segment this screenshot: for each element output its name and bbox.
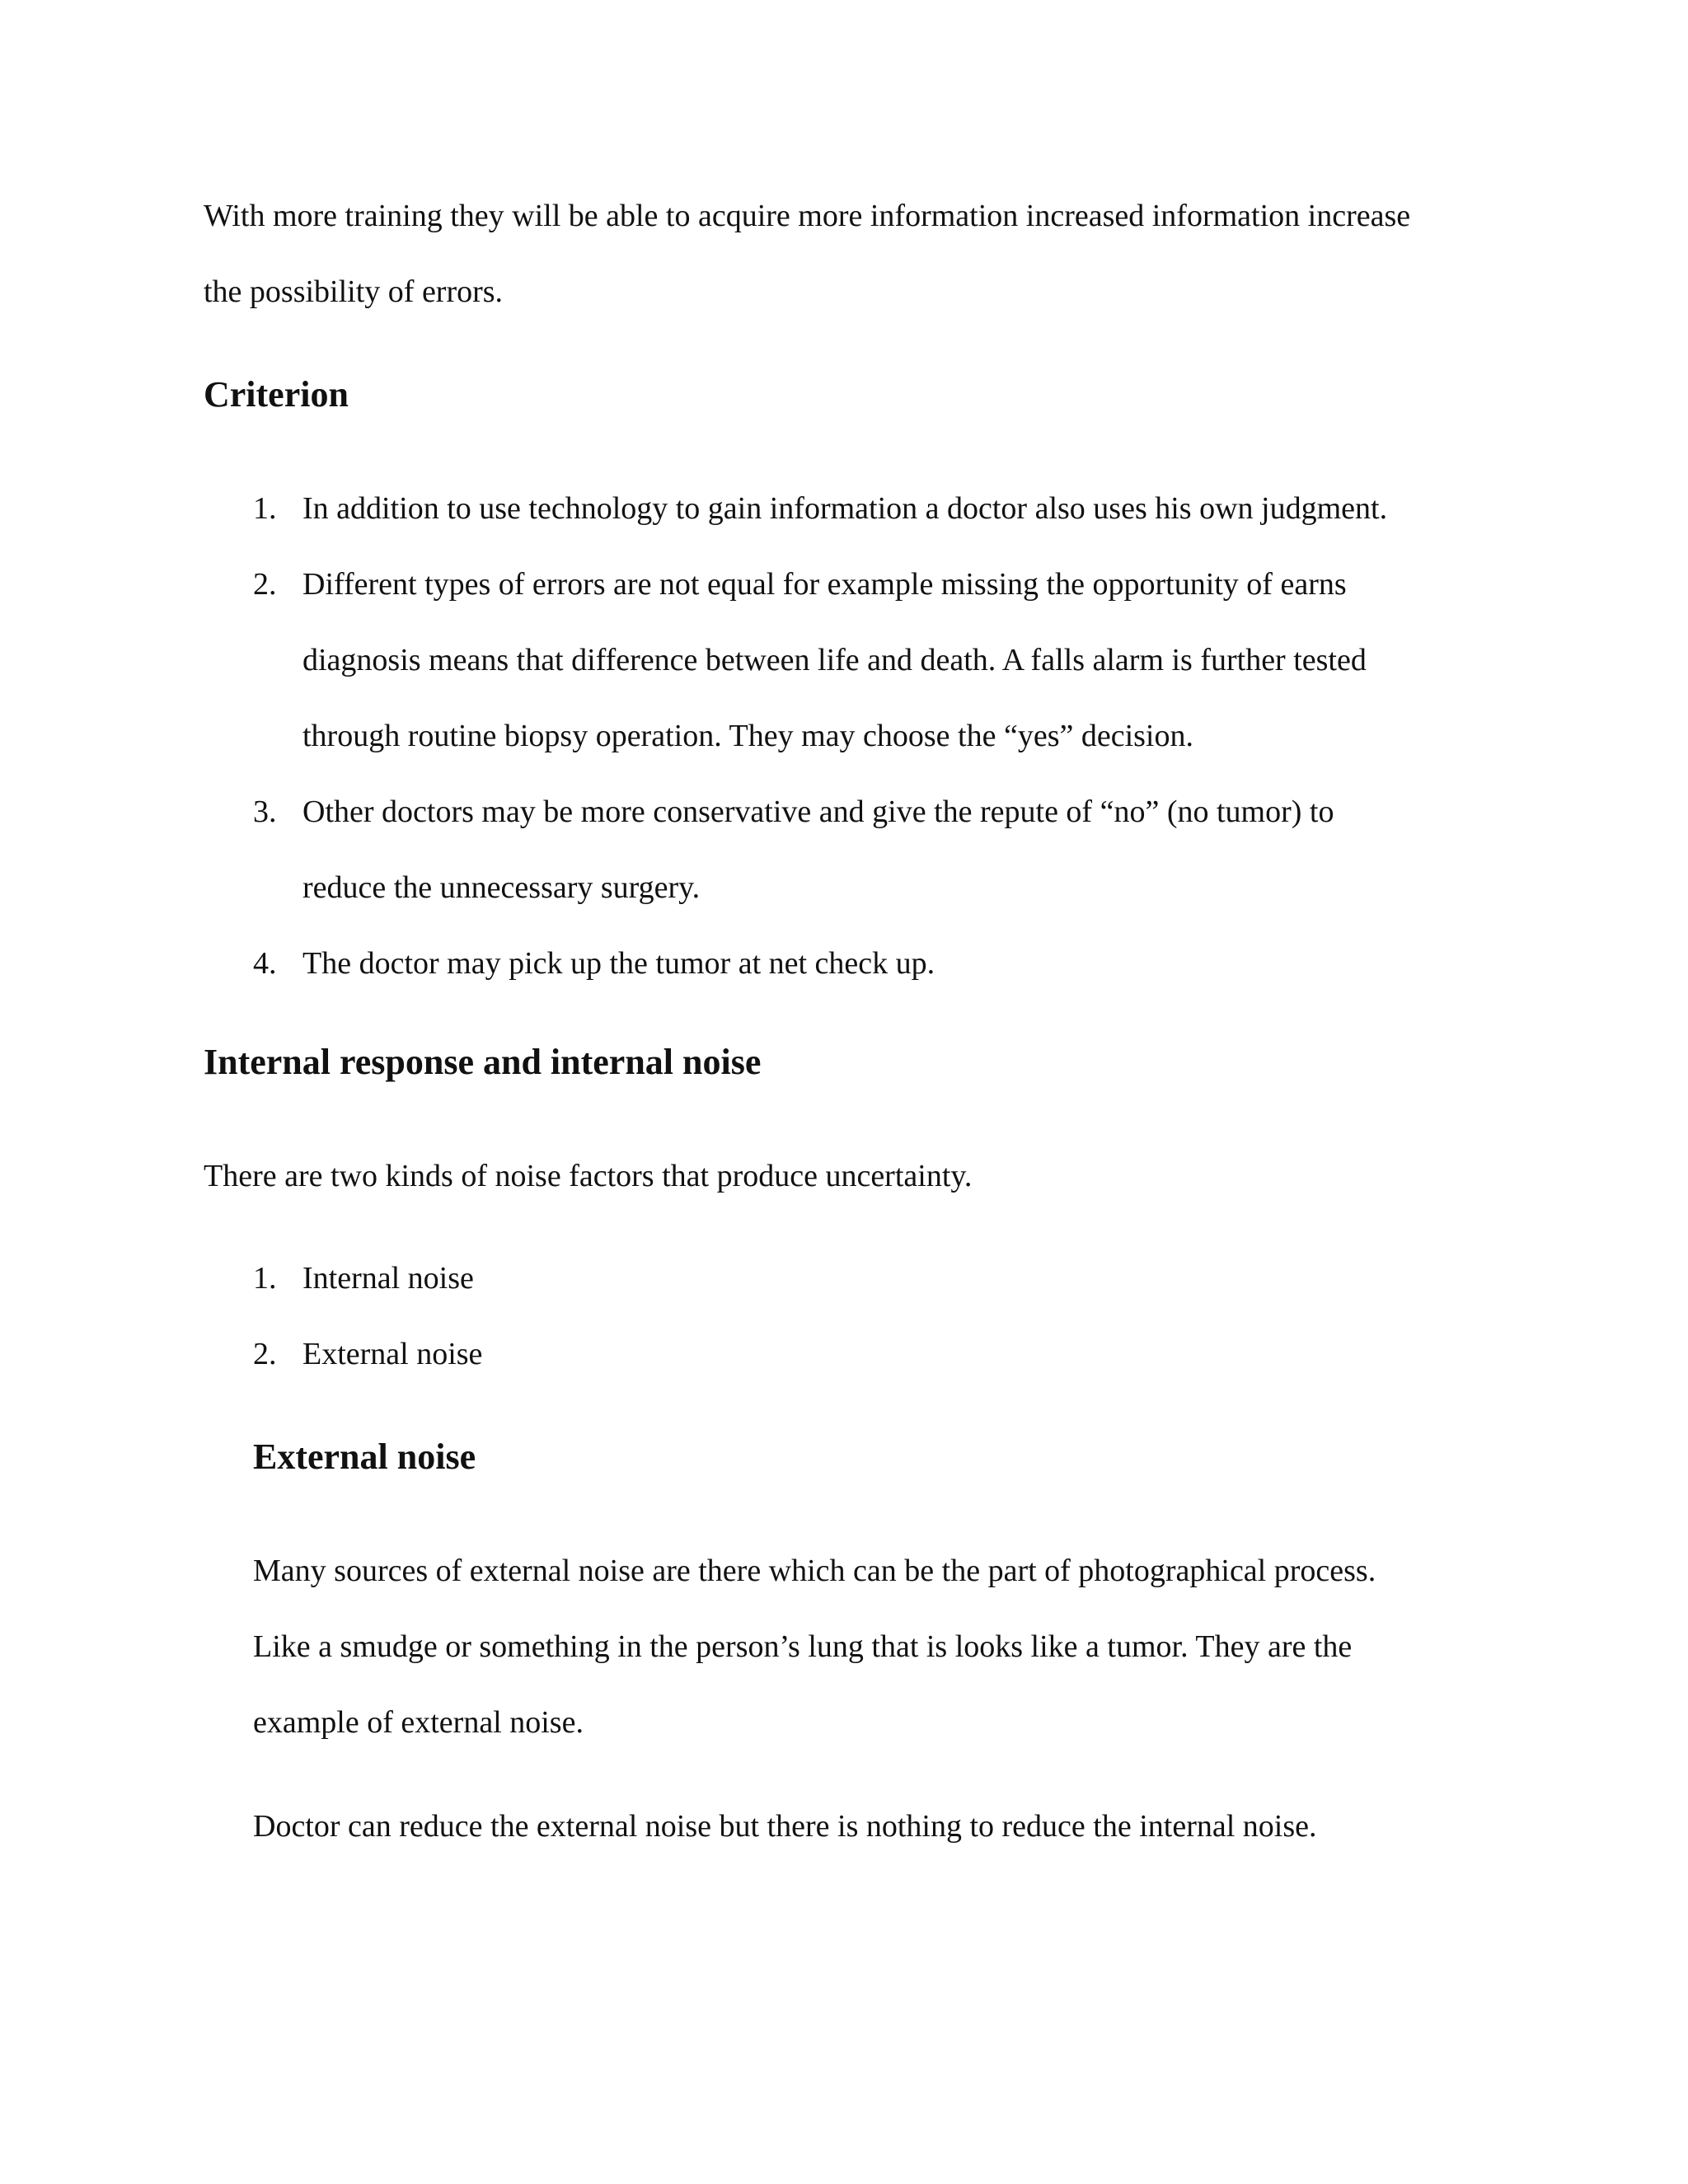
list-item-text: Internal noise — [302, 1261, 474, 1296]
list-item-text: Different types of errors are not equal for example missing the opportunity of earns — [302, 567, 1347, 602]
external-noise-paragraph — [253, 1533, 1376, 1760]
list-item — [204, 926, 1387, 1001]
list-item-text: The doctor may pick up the tumor at net check up. — [302, 946, 935, 981]
list-item-number: 3. — [253, 794, 277, 829]
list-item — [204, 471, 1387, 546]
criterion-heading: Criterion — [204, 374, 349, 415]
intro-line-2: the possibility of errors. — [204, 274, 504, 309]
list-item-text: reduce the unnecessary surgery. — [302, 870, 701, 905]
list-item-number: 2. — [253, 567, 277, 602]
list-item — [204, 1240, 482, 1316]
external-line-1: Many sources of external noise are there which can be the part of photographical process. — [253, 1554, 1376, 1588]
noise-intro-paragraph: There are two kinds of noise factors that produce uncertainty. — [204, 1159, 973, 1193]
intro-line-1: With more training they will be able to acquire more information increased information increase — [204, 199, 1411, 233]
list-item-text: through routine biopsy operation. They may choose the “yes” decision. — [302, 719, 1193, 753]
noise-types-list — [204, 1240, 482, 1392]
list-item-number: 1. — [253, 1261, 277, 1296]
list-item-number: 1. — [253, 491, 277, 526]
list-item-number: 2. — [253, 1337, 277, 1371]
list-item — [204, 1316, 482, 1392]
list-item-number: 4. — [253, 946, 277, 981]
external-noise-heading: External noise — [253, 1436, 476, 1477]
list-item — [204, 546, 1387, 774]
intro-paragraph — [204, 178, 1410, 330]
external-line-2: Like a smudge or something in the person’s lung that is looks like a tumor. They are the — [253, 1629, 1353, 1664]
list-item-text: Other doctors may be more conservative and give the repute of “no” (no tumor) to — [302, 794, 1334, 829]
internal-response-heading: Internal response and internal noise — [204, 1042, 762, 1082]
external-line-3: example of external noise. — [253, 1705, 584, 1740]
criterion-list — [204, 471, 1387, 1001]
list-item-text: In addition to use technology to gain information a doctor also uses his own judgment. — [302, 491, 1388, 526]
list-item — [204, 774, 1387, 926]
reduce-noise-paragraph: Doctor can reduce the external noise but there is nothing to reduce the internal noise. — [253, 1809, 1317, 1844]
list-item-text: diagnosis means that difference between life and death. A falls alarm is further tested — [302, 643, 1367, 677]
list-item-text: External noise — [302, 1337, 483, 1371]
